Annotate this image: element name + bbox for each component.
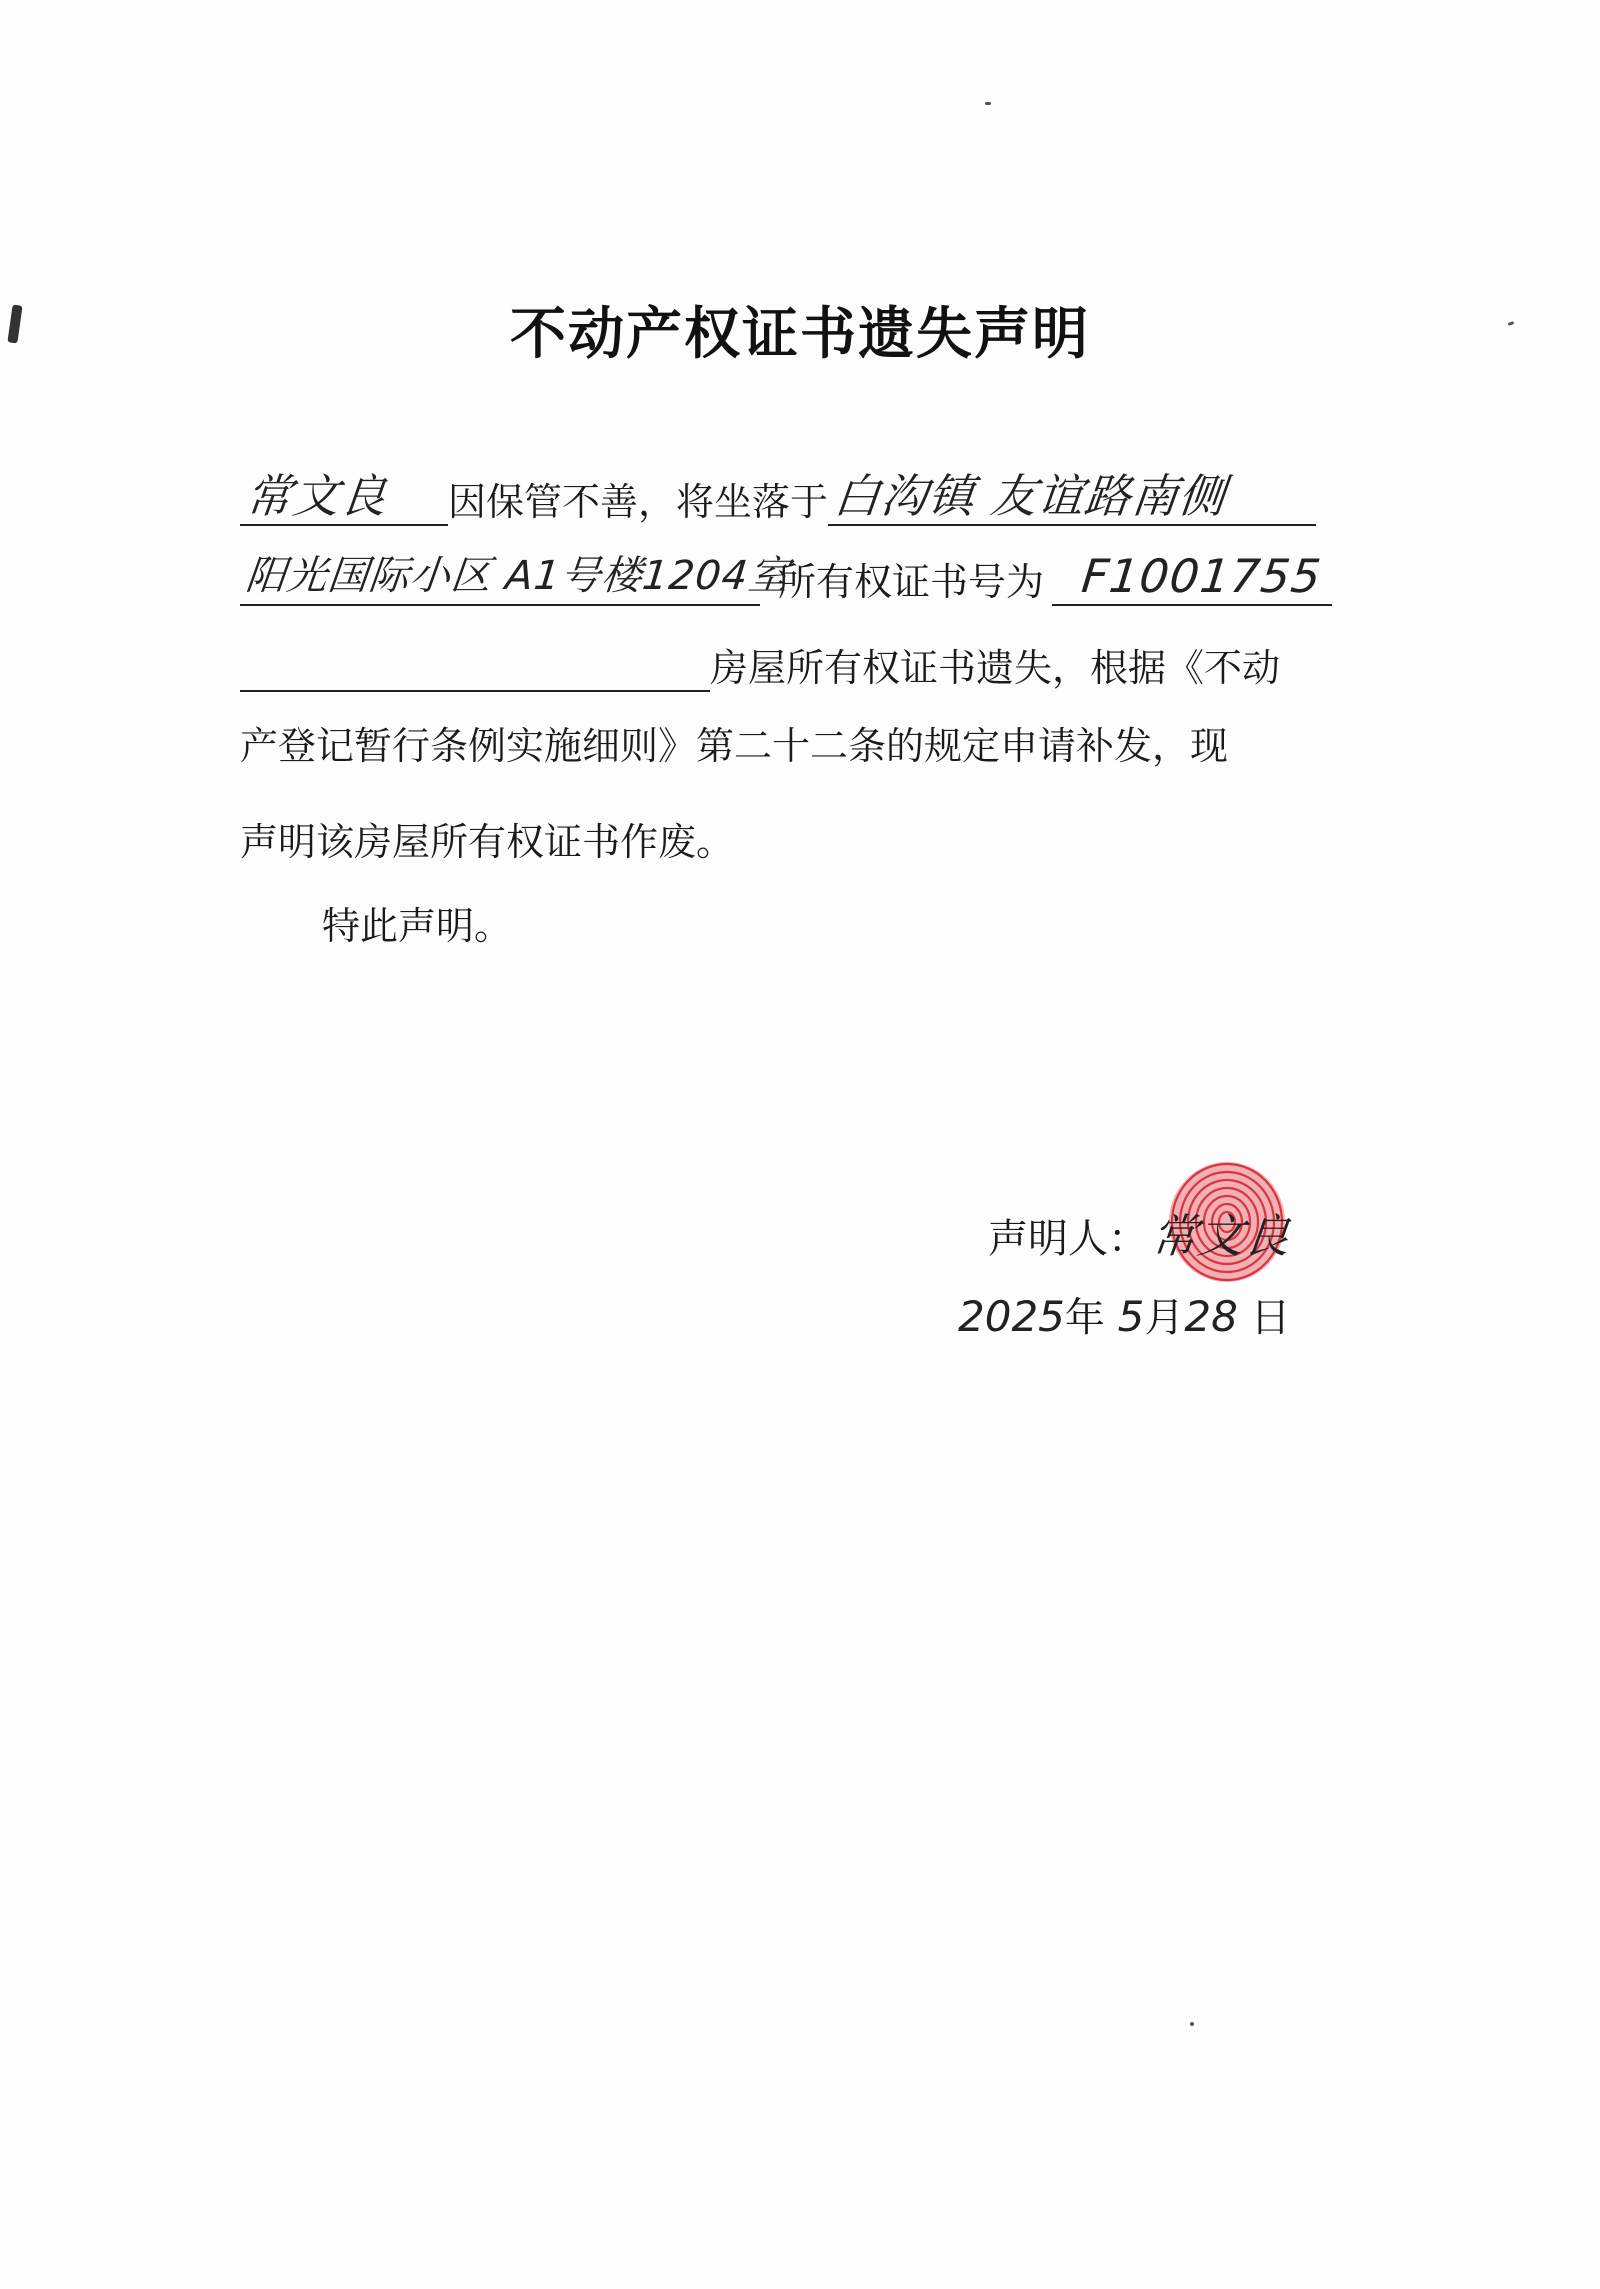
statement-text-1: 因保管不善，将坐落于 <box>448 480 829 524</box>
signature-line <box>988 1200 1293 1266</box>
year-label: 年 <box>1064 1295 1105 1341</box>
statement-line-3 <box>240 638 1280 692</box>
name-blank <box>240 469 448 526</box>
statement-line-4: 产登记暂行条例实施细则》第二十二条的规定申请补发，现 <box>240 724 1229 768</box>
signature-label: 声明人： <box>988 1216 1148 1262</box>
handwritten-signature: 常文良 <box>1148 1209 1293 1263</box>
statement-line-6: 特此声明。 <box>322 904 513 948</box>
scan-speck <box>1190 2022 1194 2026</box>
statement-line-2 <box>240 549 1332 606</box>
address-blank-2 <box>240 552 792 606</box>
document-title: 不动产权证书遗失声明 <box>510 301 1090 367</box>
handwritten-address-1: 白沟镇 友谊路南侧 <box>831 469 1229 523</box>
empty-blank <box>240 638 710 692</box>
month-label: 月 <box>1144 1295 1185 1341</box>
handwritten-address-2: 阳光国际小区 A1号楼1204室 <box>243 553 792 599</box>
handwritten-year: 2025 <box>958 1292 1065 1341</box>
handwritten-day: 28 <box>1184 1292 1238 1341</box>
handwritten-month: 5 <box>1117 1292 1145 1341</box>
handwritten-cert-number: F1001755 <box>1079 549 1325 603</box>
statement-line-1 <box>240 469 1316 526</box>
statement-text-2: 所有权证书号为 <box>778 560 1045 604</box>
day-label: 日 <box>1250 1295 1291 1341</box>
cert-number-blank <box>1052 549 1332 606</box>
statement-text-3: 房屋所有权证书遗失，根据《不动 <box>710 646 1281 690</box>
date-line <box>958 1286 1291 1343</box>
scan-speck <box>985 102 991 105</box>
handwritten-name: 常文良 <box>243 469 390 523</box>
statement-line-5: 声明该房屋所有权证书作废。 <box>240 820 735 864</box>
address-blank-1 <box>828 469 1316 526</box>
